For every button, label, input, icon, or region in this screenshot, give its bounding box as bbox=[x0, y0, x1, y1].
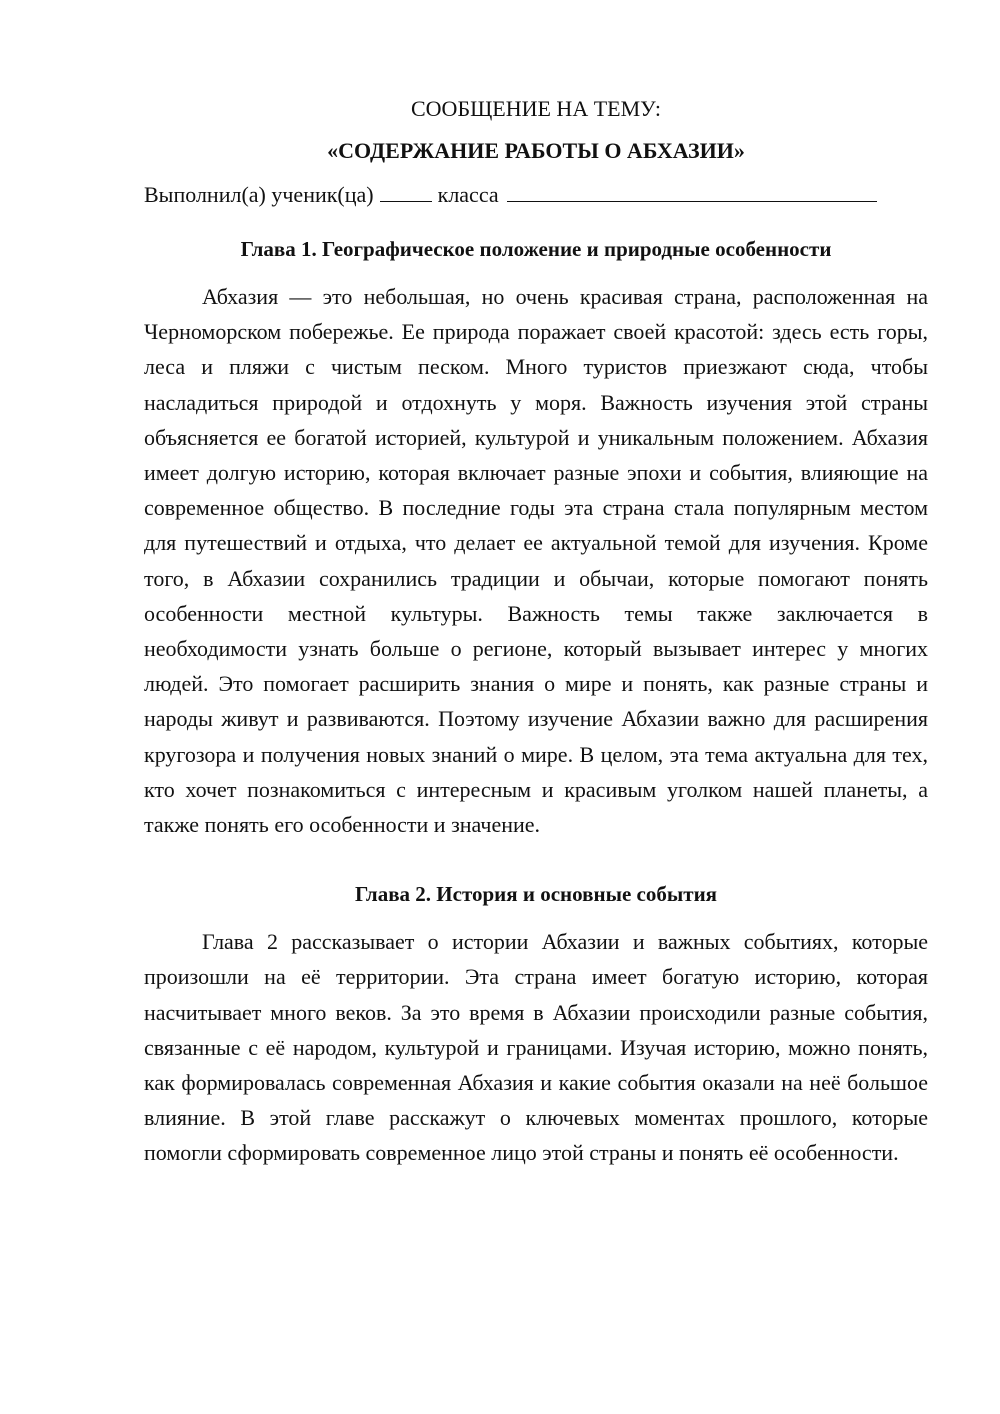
document-header-line1: СООБЩЕНИЕ НА ТЕМУ: bbox=[411, 96, 661, 121]
author-name-blank bbox=[507, 179, 877, 202]
chapter2-title: Глава 2. История и основные события bbox=[354, 882, 718, 907]
chapter1-paragraph: Абхазия — это небольшая, но очень красивая страна, расположенная на Черноморском побережье. Ее природа поражает своей красотой: здесь есть горы, леса и пляжи с чистым песком. Много туристов приезжают сюда, чтобы насладиться природой и отдохнуть у моря. Важность изучения этой страны объясняется ее богатой историей, культурой и уникальным положением. Абхазия имеет долгую историю, которая включает разные эпохи и события, влияющие на современное общество. В последние годы эта страна стала популярным местом для путешествий и отдыха, что делает ее актуальной темой для изучения. Кроме того, в Абхазии сохранились традиции и обычаи, которые помогают понять особенности местной культуры. Важность темы также заключается в необходимости узнать больше о регионе, который вызывает интерес у многих людей. Это помогает расширить знания о мире и понять, как разные страны и народы живут и развиваются. Поэтому изучение Абхазии важно для расширения кругозора и получения новых знаний о мире. В целом, эта тема актуальна для тех, кто хочет познакомиться с интересным и красивым уголком нашей планеты, а также понять его особенности и значение. bbox=[144, 284, 928, 838]
chapter2-paragraph: Глава 2 рассказывает о истории Абхазии и важных событиях, которые произошли на её территории. Эта страна имеет богатую историю, которая насчитывает много веков. За это время в Абхазии происходили разные события, связанные с её народом, культурой и границами. Изучая историю, можно понять, как формировалась современная Абхазия и какие события оказали на неё большое влияние. В этой главе расскажут о ключевых моментах прошлого, которые помогли сформировать современное лицо этой страны и понять её особенности. bbox=[144, 929, 928, 1166]
author-line bbox=[144, 179, 928, 211]
author-prefix: Выполнил(а) ученик(ца) bbox=[144, 182, 374, 207]
author-class-word: класса bbox=[437, 182, 499, 207]
class-number-blank bbox=[380, 179, 432, 202]
chapter1-title: Глава 1. Географическое положение и природные особенности bbox=[240, 237, 832, 261]
document-title: «СОДЕРЖАНИЕ РАБОТЫ О АБХАЗИИ» bbox=[327, 138, 745, 163]
